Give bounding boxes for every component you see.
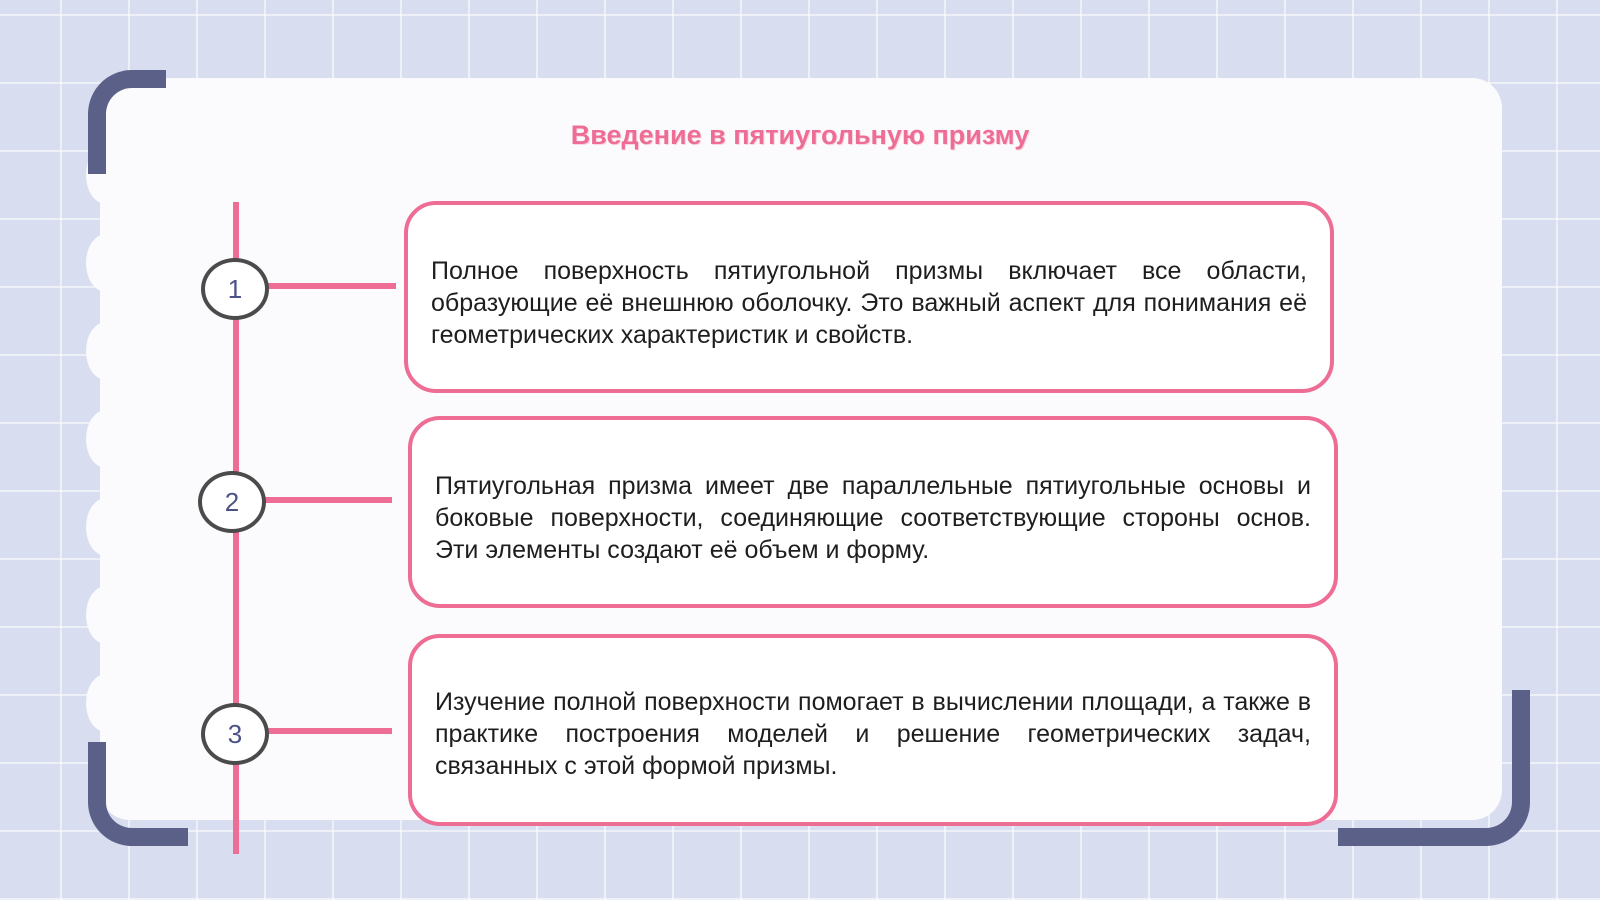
step-card-2 (408, 416, 1338, 608)
corner-bracket-bottom-right (1338, 690, 1530, 846)
card-edge-scallop (86, 498, 126, 556)
card-edge-scallop (86, 322, 126, 380)
step-number-label: 3 (227, 718, 243, 749)
slide-title: Введение в пятиугольную призму (570, 120, 1030, 150)
card-edge-scallop (86, 410, 126, 468)
step-card-1 (404, 201, 1334, 393)
step-text: Полное поверхность пятиугольной призмы включает все области, образующие её внешнюю оболочку. Это важный аспект для понимания её геометрических характеристик и свойств. (431, 257, 1307, 349)
step-text: Пятиугольная призма имеет две параллельные пятиугольные основы и боковые поверхности, соединяющие соответствующие стороны основ. Эти элементы создают её объем и форму. (435, 472, 1311, 564)
card-edge-scallop (86, 234, 126, 292)
card-edge-scallop (86, 586, 126, 644)
step-number-label: 2 (224, 486, 240, 517)
card-edge-scallop (86, 674, 126, 732)
step-text: Изучение полной поверхности помогает в вычислении площади, а также в практике построения моделей и решение геометрических задач, связанных с этой формой призмы. (435, 688, 1311, 780)
step-number-badge (201, 258, 269, 320)
step-card-3 (408, 634, 1338, 826)
timeline-connector-2 (262, 497, 392, 503)
step-number-label: 1 (227, 273, 243, 304)
timeline-connector-3 (264, 728, 392, 734)
step-number-badge (198, 471, 266, 533)
corner-bracket-bottom-left (88, 742, 188, 846)
timeline-connector-1 (264, 283, 396, 289)
corner-bracket-top-left (88, 70, 166, 174)
step-number-badge (201, 703, 269, 765)
